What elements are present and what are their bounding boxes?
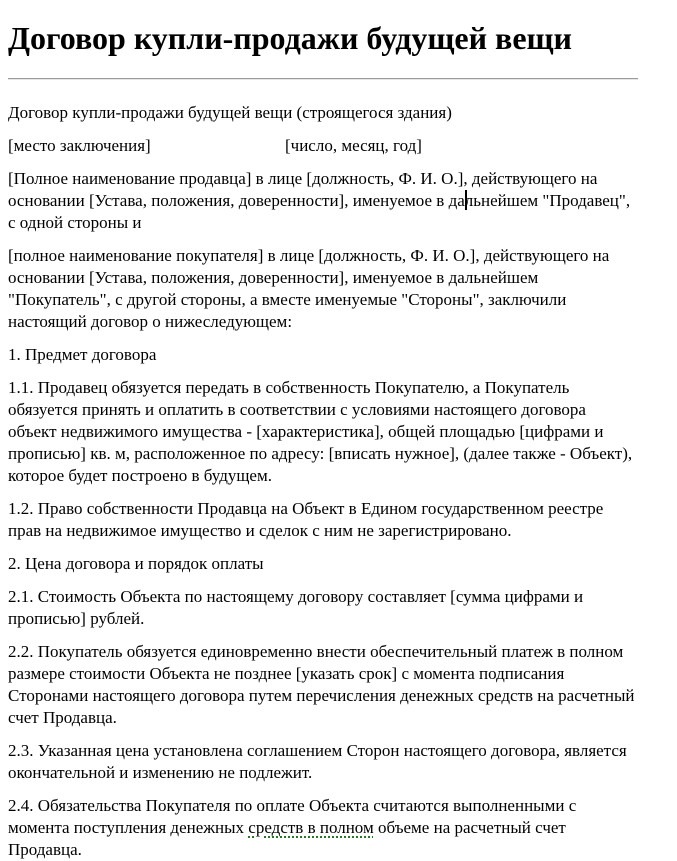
intro-line: Договор купли-продажи будущей вещи (строящегося здания) (8, 103, 452, 122)
clause-2-1: 2.1. Стоимость Объекта по настоящему договору составляет [сумма цифрами и прописью] рублей. (8, 587, 584, 628)
clause-2-3: 2.3. Указанная цена установлена соглашением Сторон настоящего договора, является окончательной и изменению не подлежит. (8, 741, 627, 782)
section-2-heading: 2. Цена договора и порядок оплаты (8, 554, 264, 573)
grammar-check-underline: средств в полном (248, 818, 374, 837)
clause-2-4-before-underline: 2.4. Обязательства Покупателя по оплате Объекта считаются выполненными с момента поступления денежных (8, 796, 577, 837)
seller-clause-before-caret: [Полное наименование продавца] в лице [должность, Ф. И. О.], действующего на основании [Устава, положения, доверенности], именуемое в да (8, 169, 598, 210)
section-1-heading: 1. Предмет договора (8, 345, 157, 364)
divider (8, 78, 638, 80)
editable-document[interactable] (8, 20, 638, 861)
seller-clause-after-caret: льнейшем "Продавец", с одной стороны и (8, 191, 631, 232)
clause-2-4 (8, 795, 638, 861)
clause-2-4-after-underline: объеме на расчетный счет Продавца. (8, 818, 566, 859)
clause-1-1: 1.1. Продавец обязуется передать в собственность Покупателю, а Покупатель обязуется принять и оплатить в соответствии с условиями настоящего договора объект недвижимого имущества - [характеристика], общей площадью [цифрами и прописью] кв. м, расположенное по адресу: [вписать нужное], (далее также - Объект), которое будет построено в будущем. (8, 378, 633, 485)
buyer-clause: [полное наименование покупателя] в лице [должность, Ф. И. О.], действующего на основании [Устава, положения, доверенности], именуемое в дальнейшем "Покупатель", с другой стороны, а вместе именуемые "Стороны", заключили настоящий договор о нижеследующем: (8, 246, 610, 331)
date-placeholder: [число, месяц, год] (285, 136, 422, 155)
place-date-row (8, 135, 638, 157)
page-title: Договор купли-продажи будущей вещи (8, 20, 572, 56)
place-placeholder: [место заключения] (8, 136, 151, 155)
clause-2-2: 2.2. Покупатель обязуется единовременно внести обеспечительный платеж в полном размере стоимости Объекта не позднее [указать срок] с момента подписания Сторонами настоящего договора путем перечисления денежных средств на расчетный счет Продавца. (8, 642, 635, 727)
seller-clause (8, 168, 638, 234)
clause-1-2: 1.2. Право собственности Продавца на Объект в Едином государственном реестре прав на недвижимое имущество и сделок с ним не зарегистрировано. (8, 499, 604, 540)
